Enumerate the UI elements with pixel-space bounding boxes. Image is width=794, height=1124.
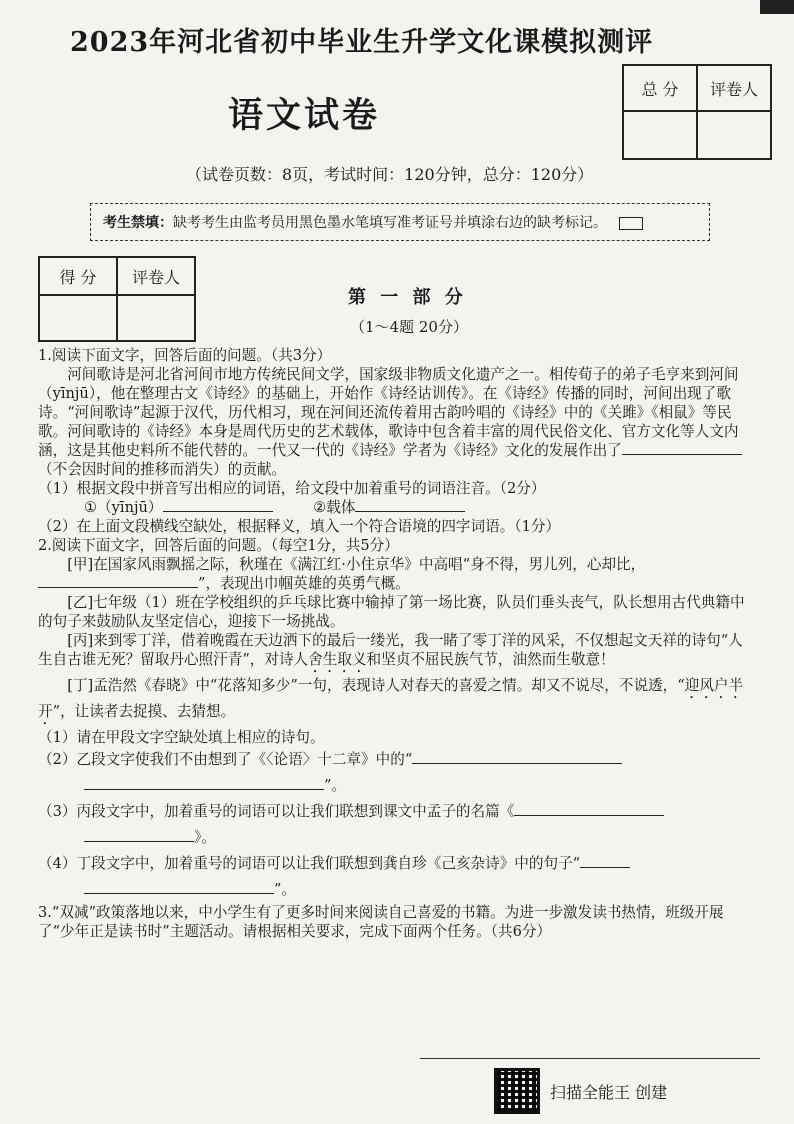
q1-sub2: （2）在上面文段横线空缺处，根据释义，填入一个符合语境的四字词语。（1分） [38, 518, 561, 535]
q2-sub2-end: ”。 [324, 777, 347, 794]
qr-code-icon [494, 1068, 540, 1114]
part-grader-cell [117, 295, 195, 341]
q2-ding-text: [丁]孟浩然《春晓》中“花落知多少”一句，表现诗人对春天的喜爱之情。却又不说尽，不说透，“ [67, 677, 685, 694]
q2-sub3-text: （3）丙段文字中，加着重号的词语可以让我们联想到课文中孟子的名篇《 [38, 803, 515, 820]
notice-box [90, 203, 710, 241]
q2-jia-text: [甲]在国家风雨飘摇之际，秋瑾在《满江红·小住京华》中高唱“身不得，男儿列，心却比， [67, 556, 646, 573]
absent-mark-box [619, 217, 643, 230]
q1-passage-text: 河间歌诗是河北省河间市地方传统民间文学，国家级非物质文化遗产之一。相传荀子的弟子毛亨来到河间（yīnjū），他在整理古文《诗经》的基础上，开始作《诗经诂训传》。在《诗经》传播的同时，河间出现了歌诗。“河间歌诗”起源于汉代，历代相习，现在河间还流传着用古韵吟唱的《诗经》中的《关雎》《相鼠》等民歌。河间歌诗的《诗经》本身是周代历史的艺术载体，歌诗中包含着丰富的周代民俗文化、官方文化等人文内涵，这是其他史料所不能代替的。一代又一代的《诗经》学者为《诗经》文化的发展作出了 [38, 366, 739, 459]
q2-sub2-blank-2 [84, 789, 324, 790]
q2-sub3 [38, 799, 756, 851]
part-score-table [38, 256, 196, 342]
total-score-label: 总 分 [623, 65, 697, 111]
q2-sub4-blank-2 [84, 893, 274, 894]
q1-passage-end: （不会因时间的推移而消失）的贡献。 [38, 461, 287, 478]
q2-sub4-end: ”。 [274, 881, 297, 898]
q1-sub1-b: ②载体 [313, 499, 356, 516]
q2-ding-end: ”，让读者去捉摸、去猜想。 [52, 703, 236, 720]
q2-bing-text: [丙]来到零丁洋，借着晚霞在天边洒下的最后一缕光，我一睹了零丁洋的风采，不仅想起文天祥的诗句“人生自古谁无死？留取丹心照汗青”，对诗人 [38, 632, 743, 668]
notice-label: 考生禁填： [103, 215, 173, 231]
part-title: 第 一 部 分 [348, 287, 467, 308]
q2-stem: 2.阅读下面文字，回答后面的问题。（每空1分，共5分） [38, 537, 399, 554]
q2-bing-emphasis: 舍生取义 [308, 651, 367, 668]
subject-title: 语文试卷 [228, 95, 381, 136]
q2-sub3-blank-2 [84, 841, 194, 842]
q2-bing [38, 631, 756, 676]
q1-sub1: （1）根据文段中拼音写出相应的词语，给文段中加着重号的词语注音。（2分） [38, 480, 546, 497]
part-score-label: 得 分 [39, 257, 117, 295]
q1-passage-blank [622, 454, 742, 455]
q1-sub1-answers [38, 498, 756, 517]
q1-sub1-a: ①（yīnjū） [84, 499, 163, 516]
q1-passage [38, 365, 756, 460]
grader-cell [697, 111, 771, 159]
watermark-text: 扫描全能王 创建 [550, 1082, 668, 1102]
part-range: （1～4题 20分） [350, 318, 468, 336]
part-score-cell [39, 295, 117, 341]
q3-stem: 3.“双减”政策落地以来，中小学生有了更多时间来阅读自己喜爱的书籍。为进一步激发读书热情，班级开展了“少年正是读书时”主题活动。请根据相关要求，完成下面两个任务。（共6分） [38, 904, 724, 940]
q2-jia-end: ”，表现出巾帼英雄的英勇气概。 [198, 575, 410, 592]
question-content [38, 346, 756, 941]
q2-sub3-blank [514, 815, 664, 816]
scanner-watermark [494, 1068, 667, 1114]
q2-yi: [乙]七年级（1）班在学校组织的乒乓球比赛中输掉了第一场比赛，队员们垂头丧气，队长想用古代典籍中的句子来鼓励队友坚定信心，迎接下一场挑战。 [38, 594, 745, 630]
q2-jia-blank [38, 587, 198, 588]
q1-sub1-b-blank [355, 511, 465, 512]
notice-text: 缺考考生由监考员用黑色墨水笔填写准考证号并填涂右边的缺考标记。 [173, 215, 607, 231]
part-grader-label: 评卷人 [117, 257, 195, 295]
q2-sub4-text: （4）丁段文字中，加着重号的词语可以让我们联想到龚自珍《己亥杂诗》中的句子“ [38, 855, 581, 872]
total-score-cell [623, 111, 697, 159]
q1-sub1-a-blank [163, 511, 273, 512]
q2-sub4 [38, 851, 756, 903]
q2-sub2 [38, 747, 756, 799]
q2-sub2-text: （2）乙段文字使我们不由想到了《〈论语〉十二章》中的“ [38, 751, 413, 768]
q2-bing-end: 和坚贞不屈民族气节，油然而生敬意！ [366, 651, 615, 668]
corner-mark [760, 0, 794, 14]
q2-jia [38, 555, 756, 593]
q2-sub4-blank [580, 867, 630, 868]
exam-title: 2023年河北省初中毕业生升学文化课模拟测评 [70, 27, 654, 58]
q2-ding-emphasis: 迎风户半开 [38, 677, 744, 720]
total-score-table [622, 64, 772, 160]
q2-ding [38, 676, 756, 728]
q2-sub1: （1）请在甲段文字空缺处填上相应的诗句。 [38, 729, 325, 746]
grader-label: 评卷人 [697, 65, 771, 111]
exam-info: （试卷页数：8页，考试时间：120分钟，总分：120分） [186, 165, 594, 184]
footer-divider [420, 1058, 760, 1059]
q2-sub2-blank [412, 763, 622, 764]
q2-sub3-end: 》。 [194, 829, 216, 846]
q1-stem: 1.阅读下面文字，回答后面的问题。（共3分） [38, 347, 332, 364]
